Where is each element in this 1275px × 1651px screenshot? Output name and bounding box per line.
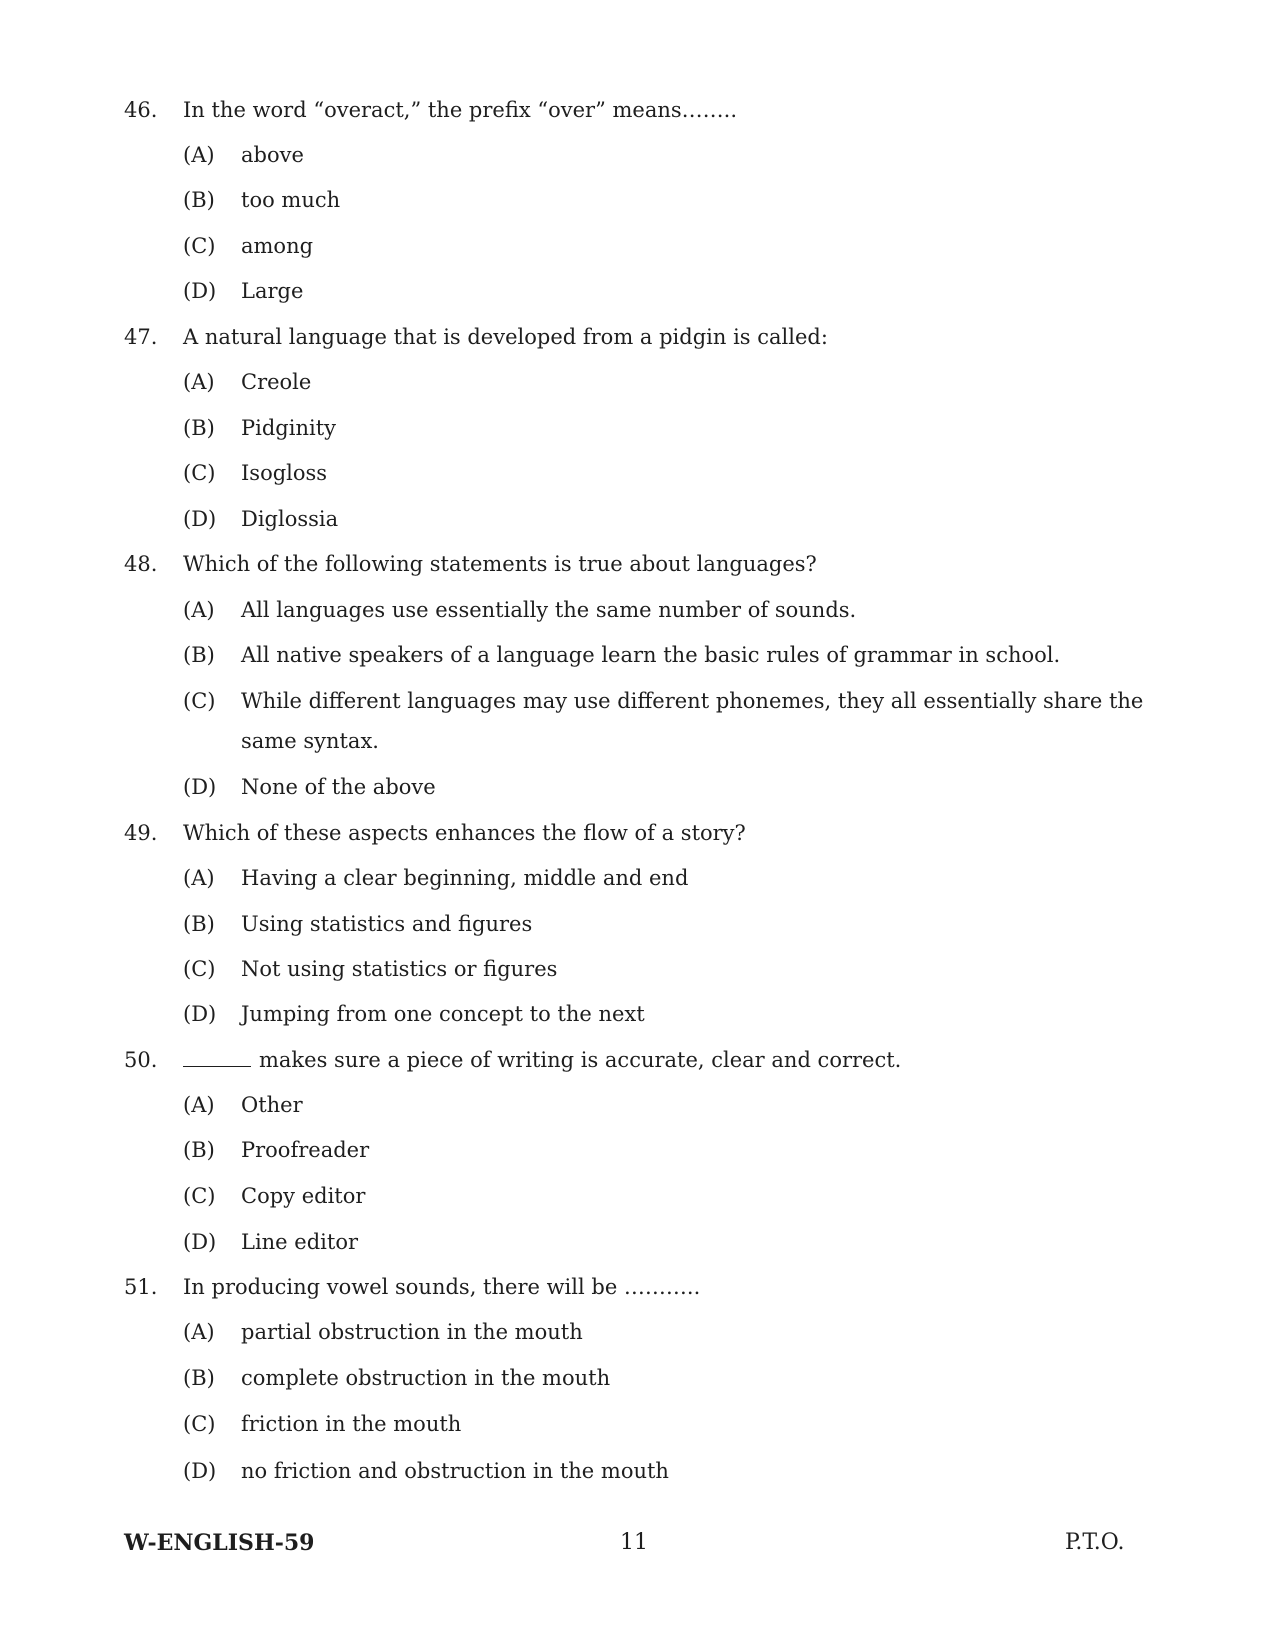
option-label: (D) [183,1459,217,1483]
option-text: above [241,143,304,167]
option-label: (D) [183,775,217,799]
question-number: 48. [124,552,158,576]
option-text: All languages use essentially the same number of sounds. [241,598,857,622]
question-number: 51. [124,1275,158,1299]
option-text: Proofreader [241,1138,370,1162]
option-text: Diglossia [241,507,339,531]
option-text: no friction and obstruction in the mouth [241,1459,669,1483]
option-label: (B) [183,912,215,936]
option-label: (C) [183,1412,216,1436]
option-label: (B) [183,416,215,440]
option-text: Other [241,1093,303,1117]
question-text: Which of these aspects enhances the flow of a story? [183,821,746,845]
question-number: 47. [124,325,158,349]
option-text: among [241,234,314,258]
option-text: partial obstruction in the mouth [241,1320,583,1344]
question-number: 50. [124,1048,158,1072]
question-text: Which of the following statements is true about languages? [183,552,817,576]
option-text: Not using statistics or figures [241,957,558,981]
question-number: 46. [124,98,158,122]
option-text: too much [241,188,341,212]
option-text: All native speakers of a language learn the basic rules of grammar in school. [241,643,1061,667]
question-text-with-blank [183,1046,901,1074]
option-text: complete obstruction in the mouth [241,1366,611,1390]
option-label: (A) [183,598,215,622]
option-label: (B) [183,1138,215,1162]
option-label: (C) [183,957,216,981]
option-text: Copy editor [241,1184,366,1208]
option-label: (B) [183,643,215,667]
option-label: (C) [183,1184,216,1208]
option-text: Having a clear beginning, middle and end [241,866,689,890]
option-text: Jumping from one concept to the next [241,1002,645,1026]
option-label: (C) [183,234,216,258]
question-number: 49. [124,821,158,845]
option-label: (D) [183,1230,217,1254]
option-text: Line editor [241,1230,358,1254]
option-text: Creole [241,370,312,394]
pto-note: P.T.O. [1065,1530,1125,1555]
option-label: (C) [183,461,216,485]
option-text: friction in the mouth [241,1412,462,1436]
question-text: makes sure a piece of writing is accurate, clear and correct. [259,1048,902,1072]
option-label: (A) [183,866,215,890]
page-number: 11 [620,1530,648,1555]
option-label: (D) [183,507,217,531]
question-text: A natural language that is developed from a pidgin is called: [183,325,828,349]
option-text: Pidginity [241,416,336,440]
option-label: (D) [183,1002,217,1026]
option-text: Using statistics and figures [241,912,533,936]
paper-code: W-ENGLISH-59 [124,1530,315,1556]
option-label: (C) [183,689,216,713]
option-label: (B) [183,188,215,212]
option-text: Isogloss [241,461,328,485]
option-label: (A) [183,1320,215,1344]
option-text-continuation: same syntax. [241,729,379,753]
option-text: Large [241,279,304,303]
question-text: In producing vowel sounds, there will be ……….. [183,1275,701,1299]
answer-blank [183,1048,251,1067]
option-label: (A) [183,143,215,167]
option-label: (B) [183,1366,215,1390]
option-text: None of the above [241,775,436,799]
option-label: (A) [183,1093,215,1117]
option-text: While different languages may use different phonemes, they all essentially share the [241,689,1144,713]
question-text: In the word “overact,” the prefix “over” means…….. [183,98,737,122]
option-label: (D) [183,279,217,303]
option-label: (A) [183,370,215,394]
